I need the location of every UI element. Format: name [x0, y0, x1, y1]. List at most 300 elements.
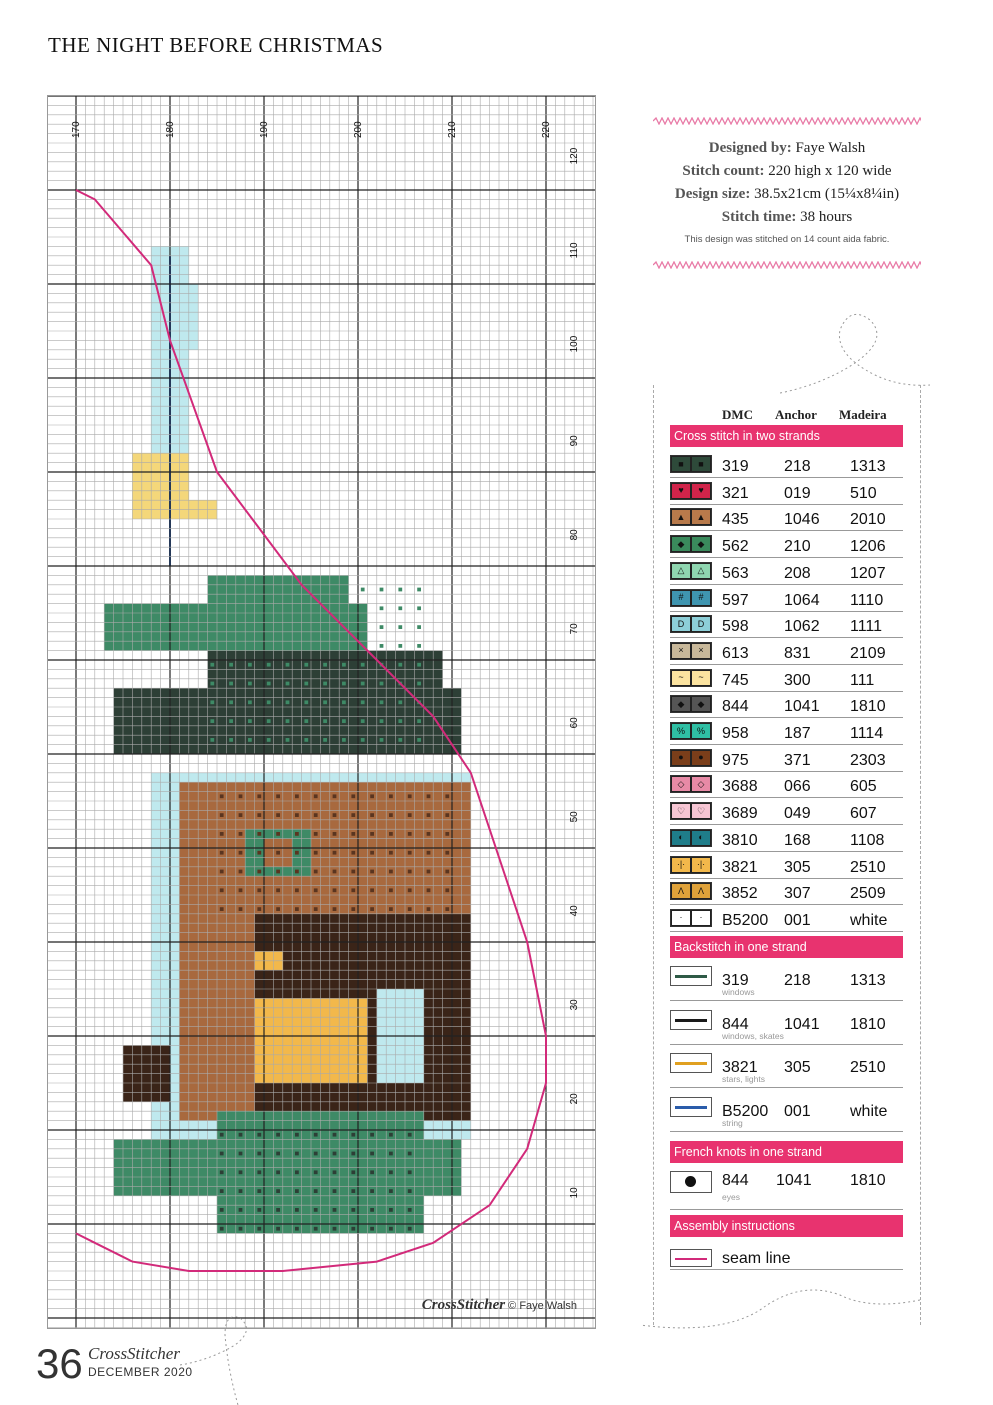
backstitch-heading: Backstitch in one strand [670, 936, 903, 958]
symbol-icon: D [691, 616, 711, 632]
tree-pattern [361, 738, 365, 742]
backstitch-use: stars, lights [722, 1074, 765, 1084]
tree-pattern [267, 719, 271, 723]
assembly-heading: Assembly instructions [670, 1215, 903, 1237]
tree-pattern [210, 682, 214, 686]
tree-pattern [323, 682, 327, 686]
tree-bottom-pattern [295, 1152, 299, 1156]
house-texture [257, 813, 261, 817]
symbol-icon: ◐ [691, 830, 711, 846]
symbol-icon: ■ [671, 456, 691, 472]
tree-pattern [304, 738, 308, 742]
house-texture [295, 851, 299, 855]
tree-bottom-pattern [220, 1152, 224, 1156]
dmc-code: 613 [722, 644, 749, 662]
tree-bottom-pattern [408, 1208, 412, 1212]
house-texture [220, 832, 224, 836]
tree-bottom-pattern [389, 1227, 393, 1231]
y-tick-label: 50 [568, 811, 580, 823]
swatch-597 [670, 589, 712, 607]
key-row-613 [670, 638, 903, 665]
symbol-icon: ◇ [671, 776, 691, 792]
symbol-icon: ◆ [671, 696, 691, 712]
tree-pattern [286, 625, 290, 629]
page-number: 36 [36, 1340, 83, 1387]
madeira-code: 2509 [850, 885, 886, 903]
swatch-435 [670, 508, 712, 526]
symbol-icon: · [691, 910, 711, 926]
anchor-code: 210 [784, 538, 811, 556]
dmc-code: 844 [722, 698, 749, 716]
swatch-3810 [670, 829, 712, 847]
house-texture [220, 888, 224, 892]
symbol-icon: ♥ [691, 483, 711, 499]
tree-bottom-pattern [314, 1152, 318, 1156]
tree-pattern [304, 663, 308, 667]
x-tick-label: 200 [353, 121, 364, 138]
tree-pattern [342, 588, 346, 592]
house-texture [389, 794, 393, 798]
tree-pattern [361, 719, 365, 723]
tree-pattern [304, 682, 308, 686]
house-texture [351, 813, 355, 817]
tree-pattern [342, 682, 346, 686]
tree-bottom-pattern [295, 1189, 299, 1193]
tree-pattern [304, 700, 308, 704]
house-texture [333, 813, 337, 817]
tree-pattern [398, 700, 402, 704]
house-texture [333, 907, 337, 911]
anchor-code: 305 [784, 1059, 811, 1076]
dmc-code: B5200 [722, 1102, 769, 1120]
symbol-icon: ◐ [671, 830, 691, 846]
madeira-code: 607 [850, 805, 877, 823]
tree-bottom-pattern [220, 1208, 224, 1212]
madeira-code: 2510 [850, 1059, 886, 1076]
tree-pattern [323, 700, 327, 704]
house-texture [445, 813, 449, 817]
tree-pattern [229, 606, 233, 610]
tree-pattern [267, 644, 271, 648]
key-row-3688 [670, 771, 903, 798]
anchor-code: 001 [784, 911, 811, 929]
symbol-icon: % [691, 723, 711, 739]
tree-pattern [323, 663, 327, 667]
tree-pattern [398, 644, 402, 648]
symbol-icon: ● [671, 750, 691, 766]
house-texture [370, 907, 374, 911]
house-texture [295, 813, 299, 817]
madeira-code: 1313 [850, 972, 886, 989]
tree-pattern [417, 738, 421, 742]
tree-bottom-pattern [276, 1170, 280, 1174]
tree-pattern [342, 663, 346, 667]
dmc-code: 3810 [722, 831, 758, 849]
y-tick-label: 110 [568, 242, 580, 259]
tree-bottom-pattern [239, 1170, 243, 1174]
madeira-code: 1207 [850, 564, 886, 582]
house-texture [314, 870, 318, 874]
house-texture [351, 851, 355, 855]
seam-label: seam line [722, 1250, 791, 1267]
swatch-745 [670, 669, 712, 687]
tree-pattern [380, 625, 384, 629]
symbol-icon: Λ [691, 883, 711, 899]
tree-pattern [342, 700, 346, 704]
house-texture [351, 870, 355, 874]
tree-bottom-pattern [389, 1208, 393, 1212]
tree-pattern [398, 663, 402, 667]
tree-pattern [286, 682, 290, 686]
house-texture [257, 870, 261, 874]
y-tick-label: 70 [568, 623, 580, 635]
tree-bottom-pattern [408, 1133, 412, 1137]
madeira-code: 1206 [850, 538, 886, 556]
tree-bottom-pattern [333, 1133, 337, 1137]
madeira-code: 1110 [850, 591, 884, 609]
tree-pattern [417, 719, 421, 723]
swatch-613 [670, 642, 712, 660]
anchor-code: 371 [784, 751, 811, 769]
tree-bottom-pattern [370, 1152, 374, 1156]
tree-pattern [398, 625, 402, 629]
thread-key [653, 385, 921, 1325]
tree-pattern [417, 606, 421, 610]
tree-pattern [417, 644, 421, 648]
tree-pattern [323, 719, 327, 723]
x-tick-label: 170 [71, 121, 82, 138]
key-row-3852 [670, 878, 903, 905]
chart-credit-brand: CrossStitcher [421, 1297, 506, 1313]
tree-bottom-pattern [239, 1189, 243, 1193]
symbol-icon: # [691, 590, 711, 606]
anchor-code: 218 [784, 972, 811, 989]
house-texture [427, 907, 431, 911]
house-texture [220, 851, 224, 855]
anchor-code: 019 [784, 484, 811, 502]
anchor-code: 001 [784, 1102, 811, 1120]
swatch-3821 [670, 856, 712, 874]
house-texture [314, 907, 318, 911]
design-size-line: Design size: 38.5x21cm (15¼x8¼in) [674, 186, 900, 202]
madeira-code: 1313 [850, 458, 886, 475]
cross-stitch-chart [47, 95, 596, 1329]
zigzag-divider-bottom [653, 261, 921, 269]
house-texture [408, 813, 412, 817]
tree-pattern [229, 738, 233, 742]
tree-pattern [210, 738, 214, 742]
key-row-435 [670, 504, 903, 531]
madeira-code: 2303 [850, 751, 886, 769]
house-texture [427, 851, 431, 855]
tree-pattern [248, 700, 252, 704]
house-texture [295, 832, 299, 836]
stitch-time-line: Stitch time: 38 hours [721, 209, 853, 225]
symbol-icon: ~ [691, 670, 711, 686]
tree-pattern [267, 738, 271, 742]
tree-pattern [342, 719, 346, 723]
stitch-count-value: 220 high x 120 wide [768, 163, 892, 179]
tree-pattern [380, 588, 384, 592]
tree-bottom-pattern [333, 1189, 337, 1193]
y-tick-label: 120 [568, 147, 580, 165]
madeira-code: 1810 [850, 1015, 886, 1033]
tree-bottom-pattern [370, 1170, 374, 1174]
col-dmc: DMC [722, 407, 754, 422]
dmc-code: 844 [722, 1015, 749, 1033]
anchor-code: 305 [784, 858, 811, 876]
symbol-icon: # [671, 590, 691, 606]
house-texture [370, 832, 374, 836]
house-texture [276, 870, 280, 874]
house-texture [239, 813, 243, 817]
symbol-icon: % [671, 723, 691, 739]
house-texture [276, 851, 280, 855]
symbol-icon: Λ [671, 883, 691, 899]
backstitch-row-B5200 [670, 1091, 903, 1132]
swatch-3689 [670, 802, 712, 820]
tree-pattern [398, 719, 402, 723]
house-texture [389, 888, 393, 892]
design-size-value: 38.5x21cm (15¼x8¼in) [754, 186, 900, 202]
house-texture [333, 794, 337, 798]
stitch-time-value: 38 hours [800, 209, 853, 225]
anchor-code: 1041 [784, 1015, 820, 1033]
house-texture [351, 888, 355, 892]
dmc-code: 562 [722, 538, 749, 556]
tree-pattern [323, 588, 327, 592]
house-texture [370, 794, 374, 798]
house-texture [239, 851, 243, 855]
madeira-code: 1810 [850, 698, 886, 716]
key-row-B5200 [670, 905, 903, 932]
tree-pattern [267, 606, 271, 610]
anchor-code: 066 [784, 778, 811, 796]
design-info [653, 117, 921, 269]
swatch-319 [670, 455, 712, 473]
page-title: THE NIGHT BEFORE CHRISTMAS [48, 33, 384, 57]
tree-pattern [248, 606, 252, 610]
designer-value: Faye Walsh [795, 140, 866, 156]
chart-canvas [48, 96, 595, 1328]
house-texture [427, 870, 431, 874]
tree-bottom-pattern [257, 1170, 261, 1174]
tree-pattern [286, 663, 290, 667]
tree-bottom-pattern [276, 1227, 280, 1231]
tree-pattern [304, 625, 308, 629]
dmc-code: 745 [722, 671, 749, 689]
tree-pattern [248, 738, 252, 742]
tree-pattern [210, 700, 214, 704]
tree-bottom-pattern [333, 1152, 337, 1156]
symbol-icon: ♥ [671, 483, 691, 499]
anchor-code: 1041 [784, 698, 820, 716]
tree-bottom-pattern [257, 1189, 261, 1193]
tree-pattern [210, 663, 214, 667]
dmc-code: 563 [722, 564, 749, 582]
tree-pattern [286, 700, 290, 704]
tree-pattern [229, 719, 233, 723]
tree-bottom-pattern [276, 1152, 280, 1156]
swatch-321 [670, 482, 712, 500]
swatch-598 [670, 615, 712, 633]
backstitch-use: windows [722, 987, 755, 997]
dmc-code: 598 [722, 618, 749, 636]
tree-bottom-pattern [314, 1170, 318, 1174]
house-texture [445, 851, 449, 855]
madeira-code: white [850, 911, 888, 929]
tree-bottom-pattern [239, 1152, 243, 1156]
house-texture [295, 888, 299, 892]
x-tick-label: 190 [259, 121, 270, 138]
dmc-code: 435 [722, 511, 749, 529]
house-texture [370, 851, 374, 855]
y-tick-label: 100 [568, 335, 580, 353]
dmc-code: 3688 [722, 778, 758, 796]
tree-pattern [380, 606, 384, 610]
tree-pattern [210, 644, 214, 648]
madeira-code: 2510 [850, 858, 886, 876]
house-texture [370, 813, 374, 817]
tree-pattern [229, 700, 233, 704]
y-tick-label: 80 [568, 529, 580, 541]
anchor-code: 1046 [784, 511, 820, 529]
backstitch-row-3821 [670, 1047, 903, 1088]
house-texture [389, 870, 393, 874]
tree-bottom-pattern [333, 1208, 337, 1212]
tree-pattern [248, 644, 252, 648]
key-row-745 [670, 665, 903, 692]
tree-pattern [210, 719, 214, 723]
swatch-562 [670, 535, 712, 553]
tree-bottom-pattern [239, 1227, 243, 1231]
backstitch-row-319 [670, 960, 903, 1001]
tree-pattern [398, 606, 402, 610]
house-texture [314, 888, 318, 892]
house-texture [408, 870, 412, 874]
dmc-code: B5200 [722, 911, 769, 929]
symbol-icon: D [671, 616, 691, 632]
y-tick-label: 90 [568, 435, 580, 447]
tree-pattern [304, 719, 308, 723]
y-tick-label: 10 [568, 1187, 580, 1199]
madeira-code: 1108 [850, 831, 885, 849]
tree-pattern [229, 588, 233, 592]
madeira-code: 510 [850, 484, 877, 502]
symbol-icon: △ [691, 563, 711, 579]
symbol-icon: ·|· [691, 857, 711, 873]
madeira-code: 1111 [850, 618, 883, 636]
tree-pattern [323, 644, 327, 648]
house-texture [239, 870, 243, 874]
backstitch-swatch [670, 1097, 712, 1117]
tree-bottom-pattern [351, 1189, 355, 1193]
tree-bottom-pattern [351, 1170, 355, 1174]
tree-bottom-pattern [295, 1133, 299, 1137]
house-texture [239, 794, 243, 798]
tree-pattern [248, 588, 252, 592]
key-row-597 [670, 585, 903, 612]
tree-pattern [229, 682, 233, 686]
house-texture [445, 907, 449, 911]
house-texture [427, 832, 431, 836]
backstitch-swatch [670, 966, 712, 986]
french-madeira: 1810 [850, 1172, 886, 1189]
tree-pattern [380, 682, 384, 686]
backstitch-swatch [670, 1053, 712, 1073]
dmc-code: 975 [722, 751, 749, 769]
tree-pattern [248, 719, 252, 723]
anchor-code: 300 [784, 671, 811, 689]
folio-thread-icon [180, 1310, 270, 1405]
fabric-note: This design was stitched on 14 count aida fabric. [684, 234, 890, 245]
backstitch-swatch [670, 1010, 712, 1030]
tree-pattern [361, 700, 365, 704]
dmc-code: 3852 [722, 885, 758, 903]
anchor-code: 218 [784, 458, 811, 475]
house-texture [276, 794, 280, 798]
tree-pattern [380, 644, 384, 648]
x-tick-label: 220 [541, 121, 552, 138]
col-madeira: Madeira [839, 407, 887, 422]
house-texture [351, 907, 355, 911]
house-texture [220, 794, 224, 798]
symbol-icon: × [691, 643, 711, 659]
tree-bottom-pattern [239, 1133, 243, 1137]
french-dmc: 844 [722, 1172, 749, 1189]
house-texture [314, 794, 318, 798]
madeira-code: white [850, 1102, 888, 1120]
tree-bottom-pattern [389, 1170, 393, 1174]
dmc-code: 958 [722, 725, 749, 742]
house-texture [295, 794, 299, 798]
tree-bottom-pattern [295, 1170, 299, 1174]
anchor-code: 1062 [784, 618, 820, 636]
house-texture [220, 907, 224, 911]
house-texture [427, 888, 431, 892]
french-knot-swatch [670, 1171, 712, 1193]
tree-bottom-pattern [314, 1133, 318, 1137]
key-row-975 [670, 745, 903, 772]
tree-pattern [286, 719, 290, 723]
tree-pattern [323, 625, 327, 629]
key-row-563 [670, 558, 903, 585]
tree-pattern [380, 719, 384, 723]
tree-pattern [267, 663, 271, 667]
tree-bottom-pattern [220, 1189, 224, 1193]
house-texture [427, 813, 431, 817]
tree-pattern [417, 625, 421, 629]
symbol-icon: ◆ [691, 696, 711, 712]
tree-pattern [210, 625, 214, 629]
tree-pattern [286, 606, 290, 610]
house-texture [220, 870, 224, 874]
house-texture [276, 907, 280, 911]
symbol-icon: ◆ [671, 536, 691, 552]
tree-bottom-pattern [389, 1152, 393, 1156]
tree-bottom-pattern [408, 1170, 412, 1174]
house-texture [276, 813, 280, 817]
symbol-icon: ♡ [671, 803, 691, 819]
house-texture [276, 888, 280, 892]
tree-pattern [417, 588, 421, 592]
house-texture [333, 832, 337, 836]
tree-pattern [248, 663, 252, 667]
dmc-code: 319 [722, 458, 749, 475]
tree-bottom-pattern [257, 1227, 261, 1231]
swatch-844 [670, 695, 712, 713]
dmc-code: 3821 [722, 1059, 758, 1076]
